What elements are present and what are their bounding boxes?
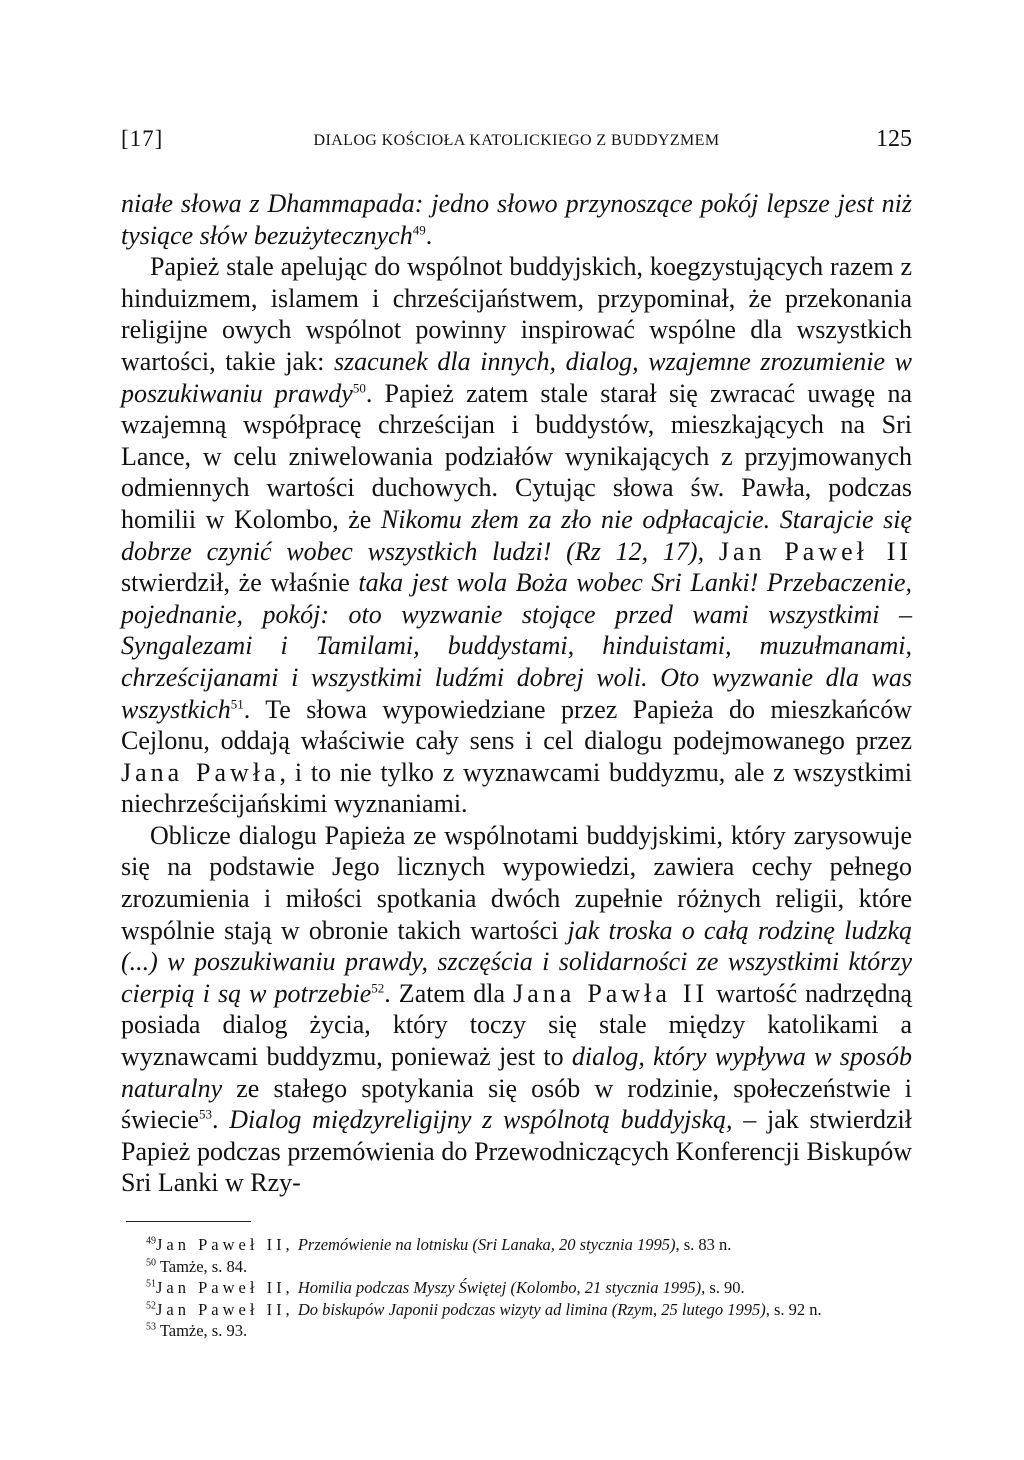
footnote-number: 49: [146, 1235, 156, 1247]
footnote-ref: 49: [412, 221, 426, 237]
footnote-rest: , s. 90.: [701, 1278, 745, 1297]
footnote-number: 50: [146, 1257, 156, 1268]
paragraph-2: [121, 251, 912, 820]
footnote-author: Jan Paweł II,: [156, 1278, 294, 1297]
footnote-50: [121, 1256, 912, 1278]
text-span: .: [211, 1105, 230, 1135]
text-span: – jak stwierdził Papież podczas przemówienia do Przewodniczących Konferencji Biskupów Sri Lanki w Rzy-: [121, 1105, 913, 1198]
text-span: ze stałego spotykania się osób w rodzinie, społeczeństwie i świecie: [121, 1073, 912, 1135]
spaced-name: Jan Paweł II: [718, 536, 913, 566]
quote: szacunek dla innych, dialog, wzajemne zrozumienie w poszukiwaniu prawdy: [121, 346, 912, 408]
text-span: [704, 537, 719, 566]
quote: dialog, który wypływa w sposób naturalny: [121, 1042, 913, 1103]
footnote-number: 51: [146, 1278, 156, 1290]
section-number: [17]: [121, 126, 164, 151]
quote: Nikomu złem za zło nie odpłacajcie. Starajcie się dobrze czynić wobec wszystkich ludzi! (Rz 12, 17),: [121, 504, 912, 566]
body-text: [121, 188, 912, 1199]
footnote-rest: , s. 83 n.: [675, 1235, 732, 1254]
paragraph-3: [121, 820, 912, 1199]
quote: niałe słowa z Dhammapada: jedno słowo przynoszące pokój lepsze jest niż tysiące słów bezużytecznych: [121, 189, 912, 250]
running-title: DIALOG KOŚCIOŁA KATOLICKIEGO Z BUDDYZMEM: [313, 132, 720, 149]
footnote-title: Do biskupów Japonii podczas wizyty ad limina (Rzym, 25 lutego 1995): [293, 1299, 766, 1319]
text-span: Oblicze dialogu Papieża ze wspólnotami buddyjskimi, który zarysowuje się na podstawie Jego licznych wypowiedzi, zawiera cechy pełnego zrozumienia i miłości spotkania dwóch zupełnie różnych religii, które wspólnie stają w obronie takich wartości: [121, 820, 912, 945]
page-number: 125: [876, 126, 912, 152]
footnote-ref: 53: [198, 1106, 212, 1122]
footnote-number: 53: [146, 1321, 156, 1333]
footnote-title: Homilia podczas Myszy Świętej (Kolombo, 21 stycznia 1995): [293, 1278, 702, 1297]
footnote-52: [121, 1299, 912, 1321]
text-span: , i to nie tylko z wyznawcami buddyzmu, ale z wszystkimi niechrześcijańskimi wyznaniami.: [121, 757, 912, 819]
footnote-number: 52: [146, 1300, 156, 1311]
text-span: . Papież zatem stale starał się zwracać uwagę na wzajemną współpracę chrześcijan i buddystów, mieszkających na Sri Lance, w celu zniwelowania podziałów wynikających z przyjmowanych odmiennych wartości duchowych. Cytując słowa św. Pawła, podczas homilii w Kolombo, że: [121, 378, 912, 534]
footnote-author: Jan Paweł II,: [156, 1299, 294, 1319]
footnote-rest: Tamże, s. 93.: [156, 1321, 248, 1340]
quote: taka jest wola Boża wobec Sri Lanki! Przebaczenie, pojednanie, pokój: oto wyzwanie stojące przed wami wszystkimi – Syngalezami i Tamilami, buddystami, hinduistami, muzułmanami, chrześcijanami i wszystkimi ludźmi dobrej woli. Oto wyzwanie dla was wszystkich: [121, 568, 913, 724]
spaced-name: Jana Pawła II: [513, 978, 709, 1008]
footnote-ref: 52: [371, 980, 385, 996]
footnote-title: Przemówienie na lotnisku (Sri Lanaka, 20 stycznia 1995): [293, 1235, 676, 1254]
footnote-rest: , s. 92 n.: [765, 1299, 822, 1319]
footnote-author: Jan Paweł II,: [156, 1235, 294, 1254]
text-span: wartość nadrzędną posiada dialog życia, który toczy się stale między katolikami a wyznawcami buddyzmu, ponieważ jest to: [121, 978, 912, 1072]
text-span: .: [425, 220, 433, 250]
footnote-divider: [126, 1221, 251, 1222]
footnote-49: [121, 1234, 912, 1256]
spaced-name: Jana Pawła: [121, 757, 280, 787]
text-span: . Zatem dla: [384, 978, 514, 1008]
paragraph-1: [121, 188, 912, 251]
footnote-ref: 51: [230, 695, 244, 711]
quote: Dialog międzyreligijny z wspólnotą buddyjską,: [229, 1105, 733, 1135]
text-span: . Te słowa wypowiedziane przez Papieża do mieszkańców Cejlonu, oddają właściwie cały sens i cel dialogu podejmowanego przez: [121, 694, 912, 756]
quote: jak troska o całą rodzinę ludzką (...) w poszukiwaniu prawdy, szczęścia i solidarności ze wszystkimi którzy cierpią i są w potrzebie: [121, 915, 912, 1008]
footnotes: [121, 1234, 912, 1342]
page-header: [121, 126, 912, 162]
text-span: stwierdził, że właśnie: [121, 568, 359, 598]
footnote-53: [121, 1320, 912, 1342]
footnote-51: [121, 1277, 912, 1299]
footnote-ref: 50: [352, 379, 366, 395]
footnote-rest: Tamże, s. 84.: [156, 1256, 248, 1276]
text-span: Papież stale apelując do wspólnot buddyjskich, koegzystujących razem z hinduizmem, islamem i chrześcijaństwem, przypominał, że przekonania religijne owych wspólnot powinny inspirować wspólne dla wszystkich wartości, takie jak:: [121, 252, 912, 376]
